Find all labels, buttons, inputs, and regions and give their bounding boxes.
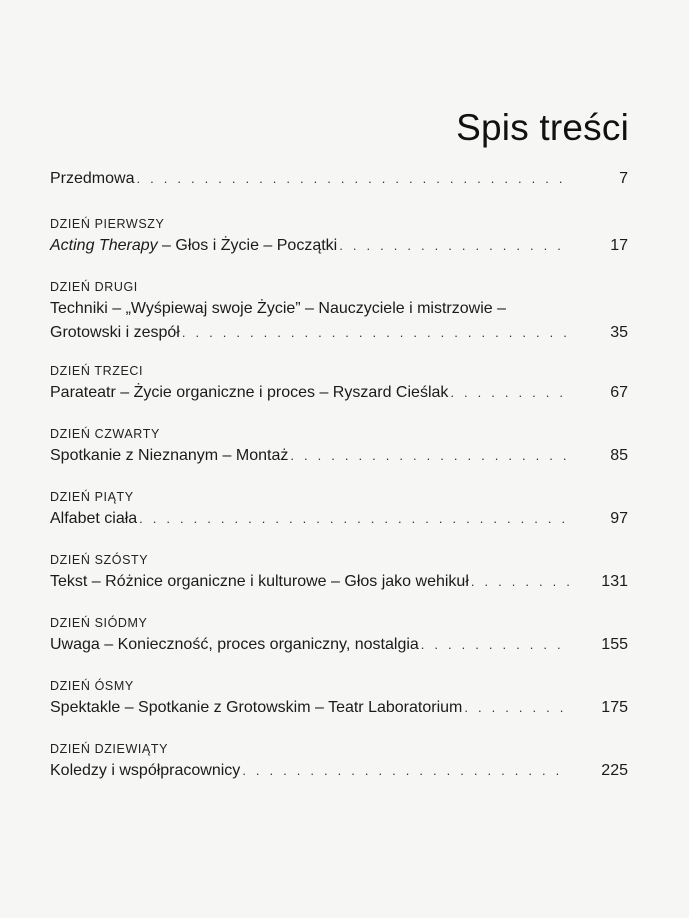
- page-number: 85: [610, 447, 628, 464]
- toc-line: [50, 322, 628, 344]
- dot-leader: [450, 382, 570, 404]
- dot-leader: [139, 508, 570, 530]
- day-label: DZIEŃ SIÓDMY: [50, 616, 148, 630]
- page-number: 131: [601, 573, 628, 590]
- toc-line: [50, 168, 628, 190]
- day-label: DZIEŃ TRZECI: [50, 364, 144, 378]
- toc-line: [50, 760, 628, 782]
- toc-entry-title: Alfabet ciała: [50, 510, 138, 527]
- page-number: 175: [601, 699, 628, 716]
- page-number: 35: [610, 324, 628, 341]
- toc-entry-title: Parateatr – Życie organiczne i proces – Ryszard Cieślak: [50, 384, 449, 401]
- toc-line: [50, 508, 628, 530]
- dot-leader: [464, 697, 570, 719]
- dot-leader: [421, 634, 570, 656]
- page-number: 225: [601, 762, 628, 779]
- dot-leader: [471, 571, 570, 593]
- toc-entry-title-rest: – Głos i Życie – Początki: [157, 237, 338, 254]
- toc-entry-title: Koledzy i współpracownicy: [50, 762, 241, 779]
- day-label: DZIEŃ DRUGI: [50, 280, 138, 294]
- day-label: DZIEŃ ÓSMY: [50, 679, 134, 693]
- page-title: Spis treści: [456, 106, 629, 148]
- day-label: DZIEŃ PIERWSZY: [50, 217, 165, 231]
- toc-line: [50, 697, 628, 719]
- toc-line: [50, 382, 628, 404]
- toc-entry-day-1: [50, 216, 628, 257]
- toc-line: [50, 571, 628, 593]
- day-label: DZIEŃ DZIEWIĄTY: [50, 742, 169, 756]
- toc-line: [50, 235, 628, 257]
- toc-entry-title: Spotkanie z Nieznanym – Montaż: [50, 447, 289, 464]
- toc-entry-day-6: [50, 552, 628, 593]
- dot-leader: [242, 760, 570, 782]
- toc-entry-day-4: [50, 426, 628, 467]
- toc-entry-title: Spektakle – Spotkanie z Grotowskim – Teatr Laboratorium: [50, 699, 463, 716]
- toc-entry-title: [50, 235, 337, 257]
- toc-entry-day-3: [50, 363, 628, 404]
- dot-leader: [290, 445, 570, 467]
- toc-entry-day-2: [50, 279, 628, 344]
- toc-entry-day-5: [50, 489, 628, 530]
- toc-entry-preface: [50, 168, 628, 190]
- day-label: DZIEŃ PIĄTY: [50, 490, 134, 504]
- page-number: 97: [610, 510, 628, 527]
- table-of-contents: [50, 168, 628, 782]
- toc-entry-title: Przedmowa: [50, 170, 135, 187]
- toc-entry-title-italic: Acting Therapy: [50, 237, 158, 254]
- day-label: DZIEŃ SZÓSTY: [50, 553, 149, 567]
- dot-leader: [339, 235, 570, 257]
- toc-entry-day-7: [50, 615, 628, 656]
- toc-line: [50, 634, 628, 656]
- toc-entry-day-9: [50, 741, 628, 782]
- page-number: 67: [610, 384, 628, 401]
- toc-entry-title-line: Techniki – „Wyśpiewaj swoje Życie” – Nauczyciele i mistrzowie –: [50, 300, 506, 317]
- page-number: 7: [619, 170, 628, 187]
- dot-leader: [182, 322, 570, 344]
- toc-line: [50, 445, 628, 467]
- page-number: 17: [610, 237, 628, 254]
- toc-entry-title: Uwaga – Konieczność, proces organiczny, nostalgia: [50, 636, 419, 653]
- toc-entry-title: Grotowski i zespół: [50, 324, 180, 341]
- day-label: DZIEŃ CZWARTY: [50, 427, 160, 441]
- toc-entry-title: Tekst – Różnice organiczne i kulturowe – Głos jako wehikuł: [50, 573, 469, 590]
- dot-leader: [136, 168, 570, 190]
- toc-entry-day-8: [50, 678, 628, 719]
- page-number: 155: [601, 636, 628, 653]
